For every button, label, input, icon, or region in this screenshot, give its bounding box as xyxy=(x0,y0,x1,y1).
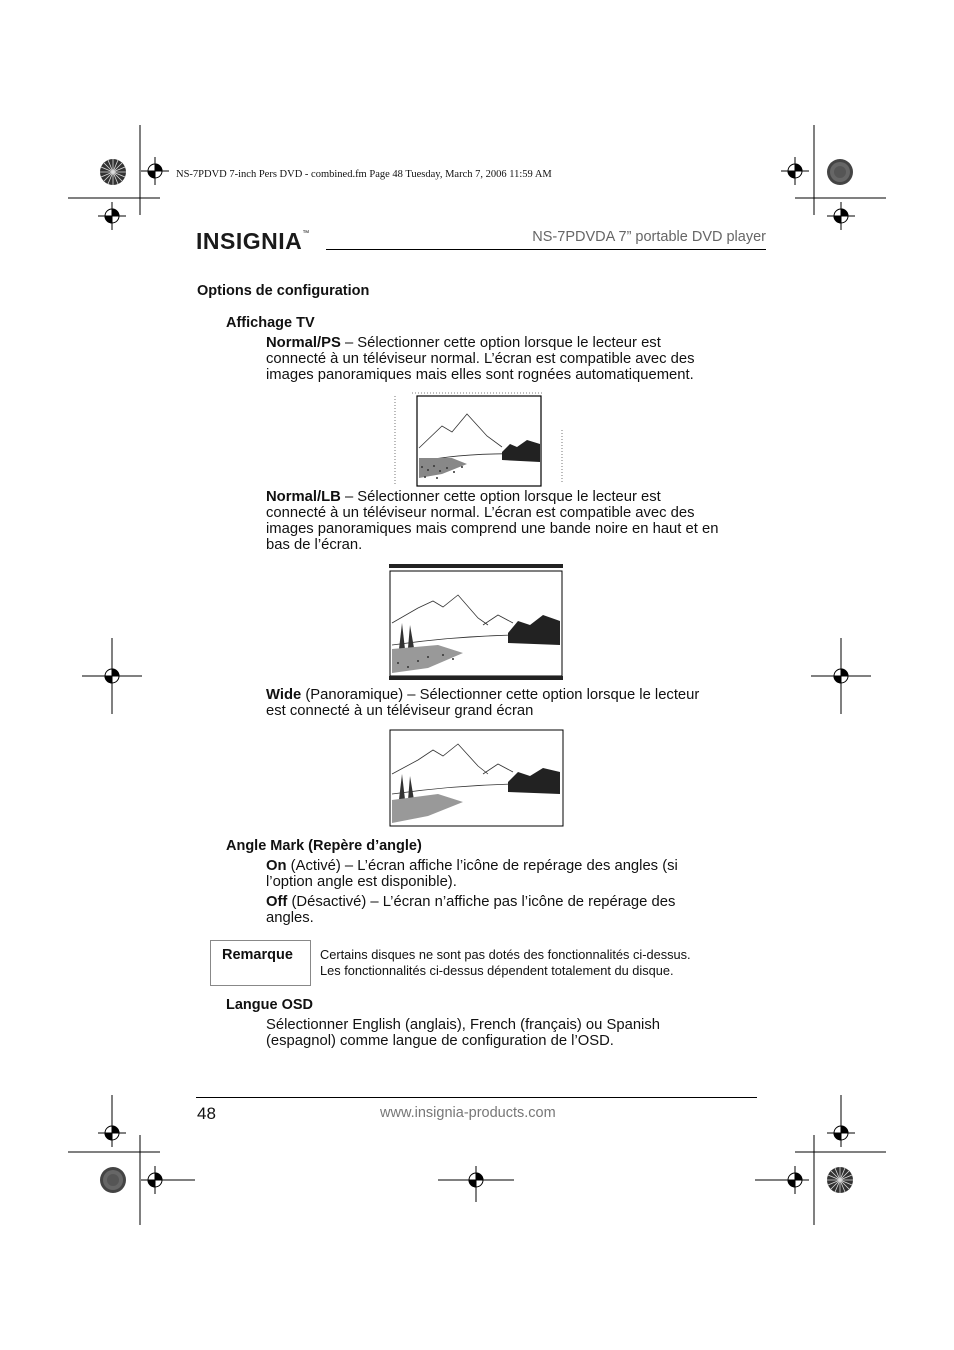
angle-off-paragraph: Off (Désactivé) – L’écran n’affiche pas l’icône de repérage des angles. xyxy=(266,894,676,926)
normal-ps-label: Normal/PS xyxy=(266,335,341,351)
osd-paragraph: Sélectionner English (anglais), French (français) ou Spanish (espagnol) comme langue de configuration de l’OSD. xyxy=(266,1017,660,1049)
wide-illustration xyxy=(388,728,566,828)
header-rule xyxy=(326,249,766,250)
note-divider xyxy=(310,940,311,986)
page-number: 48 xyxy=(197,1104,216,1123)
normal-lb-paragraph: Normal/LB – Sélectionner cette option lorsque le lecteur est connecté à un téléviseur normal. L’écran est compatible avec des images panoramiques mais comprend une bande noire en haut et en bas de l’écran. xyxy=(266,489,719,553)
note-text: Certains disques ne sont pas dotés des fonctionnalités ci-dessus. Les fonctionnalités ci-dessus dépendent totalement du disque. xyxy=(320,947,691,978)
section-title: Options de configuration xyxy=(197,283,370,299)
footer-rule xyxy=(196,1097,757,1098)
angle-off-label: Off xyxy=(266,894,288,910)
angle-on-paragraph: On (Activé) – L’écran affiche l’icône de repérage des angles (si l’option angle est disponible). xyxy=(266,858,678,890)
angle-mark-heading: Angle Mark (Repère d’angle) xyxy=(226,838,422,854)
normal-ps-paragraph: Normal/PS – Sélectionner cette option lorsque le lecteur est connecté à un téléviseur normal. L’écran est compatible avec des images panoramiques mais elles sont rognées automatiquement. xyxy=(266,335,695,383)
normal-ps-illustration xyxy=(392,392,567,488)
normal-lb-label: Normal/LB xyxy=(266,489,341,505)
wide-label: Wide xyxy=(266,687,302,703)
osd-heading: Langue OSD xyxy=(226,997,314,1013)
note-label: Remarque xyxy=(222,947,293,963)
angle-on-label: On xyxy=(266,858,287,874)
footer-url: www.insignia-products.com xyxy=(380,1105,556,1121)
insignia-logo: INSIGNIA™ xyxy=(196,228,310,254)
wide-paragraph: Wide (Panoramique) – Sélectionner cette option lorsque le lecteur est connecté à un téléviseur grand écran xyxy=(266,687,700,719)
header-title: NS-7PDVDA 7” portable DVD player xyxy=(532,229,766,245)
tv-display-heading: Affichage TV xyxy=(226,315,315,331)
file-slug: NS-7PDVD 7-inch Pers DVD - combined.fm Page 48 Tuesday, March 7, 2006 11:59 AM xyxy=(176,169,552,180)
normal-lb-illustration xyxy=(388,563,566,681)
